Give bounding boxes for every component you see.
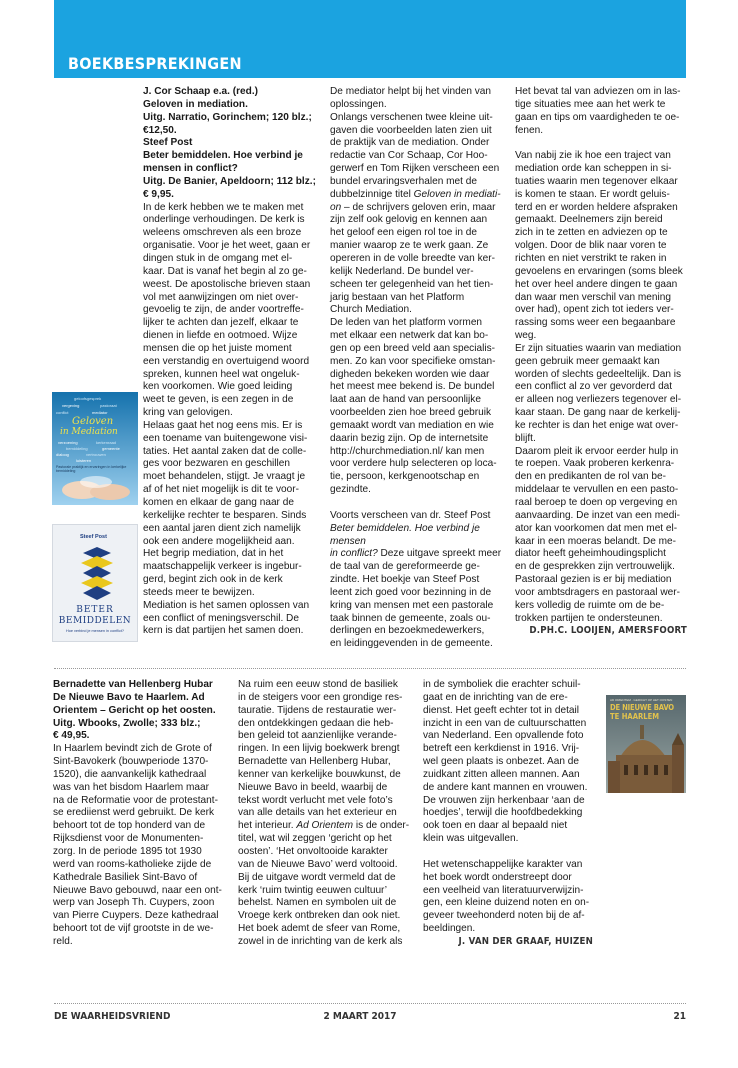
text-line: ben geleid tot aanzienlijke verande- [238, 730, 397, 742]
text-line: worden of slechts gedeeltelijk. Dan is [515, 368, 682, 380]
text-line [330, 202, 506, 215]
text-line: gevoelig te zijn, de ander voortreffe- [143, 304, 304, 316]
text-line: inzicht in een van de cultuurschatten [423, 717, 587, 729]
cover-title: DE NIEUWE BAVO [610, 703, 674, 712]
cover-word: kerkenraad [96, 440, 117, 445]
text-line: trokken partijen te ondersteunen. [515, 612, 663, 624]
text-line: De leden van het platform vormen [330, 317, 483, 329]
text-line: daarin bezig zijn. Op de internetsite [330, 432, 489, 444]
text-line: gerwerf en Tom Rijken verscheen een [330, 163, 500, 175]
text-line: voor verdere hulp selecteren op loca- [330, 458, 497, 470]
cover-word: vergeving [62, 403, 80, 408]
text-line: gerd, begint zich ook in de kerk [143, 574, 283, 586]
text-line: Sint-Bavokerk (bouwperiode 1370- [53, 756, 209, 768]
cover-word: dialoog [56, 452, 69, 457]
text-line: zuidkant zitten alleen mannen. Aan [423, 768, 580, 780]
section-title: BOEKBESPREKINGEN [68, 54, 242, 73]
text-line [238, 820, 420, 833]
text-line: het boek wordt onderstreept door [423, 871, 572, 883]
text-span: het interieur. [238, 820, 294, 832]
text-line: Onlangs verschenen twee kleine uit- [330, 111, 493, 123]
text-line: weg. [515, 330, 537, 342]
text-line: Helaas gaat het nog eens mis. Er is [143, 419, 303, 431]
text-line: spreken, kunnen heel wat ongeluk- [143, 368, 300, 380]
text-line: geen gebruik meer gemaakt kan [515, 355, 660, 367]
text-span: is de onder- [353, 820, 410, 832]
cover-word: geloofsgesprek [74, 396, 102, 401]
text-line: ator kan voorkomen dat men met el- [515, 522, 678, 534]
text-line: Voorts verscheen van dr. Steef Post [330, 509, 491, 521]
text-line: redactie van Cor Schaap, Cor Hoo- [330, 150, 488, 162]
text-line: scheen ter gelegenheid van het tien- [330, 278, 494, 290]
text-line: het over heel andere dingen te gaan [515, 278, 678, 290]
book-meta-line: € 49,95. [53, 730, 90, 742]
book-meta-line: Bernadette van Hellenberg Hubar [53, 679, 213, 690]
cover-word: bemiddeling [66, 446, 88, 451]
cover-word: luisteren [76, 458, 92, 463]
text-line: gemaakt. Deelnemers zijn bereid [515, 214, 663, 226]
text-line: zich in te zetten en adviezen op te [515, 227, 668, 239]
text-line: Vroege kerk ontbreken dan ook niet. [238, 910, 401, 922]
text-line: oosten’. ‘Het onvoltooide karakter [238, 845, 388, 857]
text-line: zindte. Het boekje van Steef Post [330, 574, 480, 586]
book-meta-line: Uitg. Narratio, Gorinchem; 120 blz.; [143, 111, 312, 123]
text-line: van alle details van het exterieur en [238, 807, 397, 819]
text-line: reld. [53, 935, 73, 947]
cover-title: BEMIDDELEN [58, 616, 132, 626]
cover-subtitle: Hoe verbind je mensen in conflict? [65, 629, 125, 633]
book-meta-line: Uitg. Wbooks, Zwolle; 333 blz.; [53, 717, 201, 729]
book-title-italic: on [330, 201, 342, 213]
text-line: een conflict of meningsverschil. De [143, 612, 299, 624]
book-title-italic: in conflict? [330, 548, 378, 560]
section-banner [54, 0, 686, 78]
text-line: dan waar men verschil van mening [515, 291, 671, 303]
section-divider [54, 668, 686, 669]
text-line: werd van rooms-katholieke zijde de [53, 858, 212, 870]
text-line: kerkelijke rechter te besparen. Sinds [143, 509, 307, 521]
book-meta-line: J. Cor Schaap e.a. (red.) [143, 86, 258, 97]
text-line: en de gesprekken zijn vertrouwelijk. [515, 561, 675, 573]
text-line: titel, wat wil zeggen ‘gericht op het [238, 833, 392, 845]
text-line: se erediienst werd gebruikt. De kerk [53, 807, 215, 819]
book-cover-beter-bemiddelen [52, 524, 138, 642]
text-line: zijn zelf ook gelovig en kennen aan [330, 214, 488, 226]
text-line: zowel in de inrichting van de kerk als [238, 935, 403, 947]
book-cover-de-nieuwe-bavo [606, 695, 686, 793]
text-line: behelst. Namen en symbolen uit de [238, 897, 397, 909]
cover-word: pastoraat [100, 403, 117, 408]
text-line: komen en elkaar de gang naar de [143, 497, 294, 508]
book-meta-line: Uitg. De Banier, Apeldoorn; 112 blz.; [143, 175, 316, 187]
text-line: Het boek ademt de sfeer van Rome, [238, 923, 401, 935]
book-meta-line: mensen in conflict? [143, 163, 238, 175]
book-meta-line: Beter bemiddelen. Hoe verbind je [143, 150, 303, 162]
text-line: taties. Het aantal zaken dat de colle- [143, 445, 307, 457]
text-line: dingen stuk in de omgang met el- [143, 252, 293, 264]
text-line: wel geen plaats is onbezet. Aan de [423, 756, 580, 768]
text-line: hoedjes’, terwijl die hoofdbedekking [423, 807, 583, 819]
text-line: Church Mediation. [330, 304, 412, 316]
text-line: bundel ervaringsverhalen met de [330, 175, 478, 187]
text-line: Van nabij zie ik hoe een traject van [515, 150, 671, 162]
review-signature: J. VAN DER GRAAF, HUIZEN [458, 935, 593, 947]
text-line: kerk ‘ruim twintig eeuwen cultuur’ [238, 884, 388, 896]
cover-small-text: AD ORIENTEM · GERICHT OP HET OOSTEN [610, 698, 673, 702]
text-line: kaar in een moeras belandt. De me- [515, 535, 677, 547]
text-line: organisatie. Voor je het weet, gaan er [143, 240, 311, 252]
text-line: een veelheid van literatuurverwijzin- [423, 884, 584, 896]
text-line: laat aan de hand van persoonlijke [330, 394, 481, 406]
text-line: gaan en tips om vaardigheden te oe- [515, 111, 680, 123]
review2-column-2 [238, 679, 420, 949]
review1-column-1 [143, 86, 321, 638]
text-line: Er zijn situaties waarin van mediation [515, 342, 682, 354]
text-line: ringen. In een lijvig boekwerk brengt [238, 743, 400, 755]
text-line: Daarom pleit ik ervoor eerder hulp in [515, 445, 679, 457]
text-line: kelijk Nederland. De bundel ver- [330, 265, 474, 277]
text-line: weet te geven, is een zegen in de [143, 394, 294, 406]
text-line: aanvaarding. De inzet van een medi- [515, 509, 680, 521]
text-line: moet behandelen, stijgt. Je vraagt je [143, 471, 306, 483]
text-line: kern is dat partijen het samen doen. [143, 625, 304, 637]
text-line: geveer tweehonderd noten bij de af- [423, 910, 585, 922]
text-line: gaven die voorbeelden laten zien uit [330, 124, 492, 136]
book-meta-line: De Nieuwe Bavo te Haarlem. Ad [53, 691, 205, 703]
text-line: een verstandig en overtuigend woord [143, 355, 310, 367]
text-line: en leidinggevenden in de gemeente. [330, 638, 493, 650]
text-line: gaat en de inrichting van de ere- [423, 691, 568, 703]
text-line: klein was uitgevallen. [423, 833, 519, 845]
text-line: Bij de uitgave wordt vermeld dat de [238, 871, 396, 883]
text-line: weest. De apostolische brieven staan [143, 278, 311, 290]
text-line: voorbeelden zien hoe breed gebruik [330, 407, 492, 419]
text-line: er alleen nog verliezers tegenover el- [515, 394, 682, 406]
text-line: in de symboliek die erachter schuil- [423, 679, 581, 690]
text-line: lijker te achten dan jezelf, elkaar te [143, 317, 299, 329]
text-line: den ontdekkingen gedaan die heb- [238, 717, 394, 729]
text-line: middelaar te vervullen en een pasto- [515, 484, 679, 496]
text-line: van de Nieuwe Bavo’ werd voltooid. [238, 858, 398, 870]
text-line: een conflict al zo ver gevorderd dat [515, 381, 673, 393]
text-line: opereren in de volle breedte van ker- [330, 252, 495, 264]
text-line: met elkaar een netwerk dat kan bo- [330, 330, 489, 342]
text-line: manier waarop ze te werk gaan. Ze [330, 240, 489, 252]
text-line: ook toen en daar al bepaald niet [423, 820, 568, 832]
text-line: derlingen en bezoekmedewerkers, [330, 625, 485, 637]
text-line: Kathedrale Basiliek Sint-Bavo of [53, 871, 198, 883]
review2-column-1 [53, 679, 235, 949]
cover-title: TE HAARLEM [610, 712, 660, 721]
text-line: is komen te staan. Er wordt geluis- [515, 188, 670, 200]
text-line: steeds meer te bewijzen. [143, 586, 255, 598]
text-line: kaar staan. De gang naar de kerkelij- [515, 407, 681, 419]
review2-column-3 [423, 679, 593, 949]
text-line: Het begrip mediation, dat in het [143, 548, 284, 560]
cover-author: Steef Post [80, 534, 107, 540]
text-line: gevoelens en ervaringen (soms bleek [515, 265, 683, 277]
text-line: na de Reformatie voor de protestant- [53, 794, 218, 806]
book-title-italic: Beter bemiddelen. Hoe verbind je mensen [330, 522, 480, 547]
text-line: vol met aanwijzingen om niet over- [143, 291, 299, 303]
text-line: jarig bestaan van het Platform [330, 291, 465, 303]
text-line [330, 189, 506, 202]
text-line: tekst wordt verlucht met vele foto’s [238, 794, 393, 806]
text-line: taak binnen de gemeente, zoals ou- [330, 612, 491, 624]
text-line: Na ruim een eeuw stond de basiliek [238, 679, 398, 690]
cover-word: conflict [56, 410, 69, 415]
text-line: in de steigers voor een grondige res- [238, 691, 403, 703]
text-span: Deze uitgave spreekt meer [377, 548, 502, 560]
text-line: zorg. In de periode 1895 tot 1930 [53, 845, 202, 857]
text-line: volgen. Door de blik naar voren te [515, 240, 667, 252]
text-line: digheden bekeken worden wie daar [330, 368, 490, 380]
text-line [330, 548, 506, 561]
text-line: kenner van kerkelijke bouwkunst, de [238, 768, 401, 780]
review1-column-2 [330, 86, 506, 651]
text-line: de taal van de gereformeerde ge- [330, 561, 480, 573]
text-line: werp van Joseph Th. Cuypers, zoon [53, 897, 215, 909]
cover-word: mediator [92, 410, 108, 415]
text-line: Het bevat tal van adviezen om in las- [515, 86, 681, 97]
text-line: tuaties waarin men tegenover elkaar [515, 175, 678, 187]
text-line: fenen. [515, 124, 544, 136]
text-line: ken voorkomen. Wie goed leiding [143, 381, 293, 393]
review1-column-3 [515, 86, 687, 638]
cover-title: BETER [76, 605, 114, 615]
text-line: tauratie. Tijdens de restauratie wer- [238, 704, 397, 716]
text-line: beeldingen. [423, 923, 476, 935]
text-line: te roepen. Vaak proberen kerkenra- [515, 458, 675, 470]
text-line: Nieuwe Bavo gebouwd, naar een ont- [53, 884, 222, 896]
text-line: raal beroep te doen op vergeving en [515, 497, 678, 508]
text-line: onderlinge verhoudingen. De kerk is [143, 214, 305, 226]
text-line: http://churchmediation.nl/ kan men [330, 445, 485, 457]
text-line: Het wetenschappelijke karakter van [423, 858, 583, 870]
text-line: een toename van buitengewone visi- [143, 432, 308, 444]
text-line: tie, persoon, kerkgenootschap en [330, 471, 480, 483]
cover-subtitle: Pastorale praktijk en ervaringen in kerkelijke bemiddeling [56, 465, 127, 474]
text-line: den en predikanten de rol van be- [515, 471, 666, 483]
text-line: ges voor bezwaren en geschillen [143, 458, 291, 470]
text-line: In de kerk hebben we te maken met [143, 201, 304, 213]
text-line: kring van gelovigen. [143, 407, 233, 419]
book-meta-line: Geloven in mediation. [143, 98, 248, 110]
footer-page-number: 21 [673, 1011, 686, 1022]
text-line: gen, een kleine duizend noten en on- [423, 897, 590, 909]
text-line: kaar. Dat is vanaf het begin al zo ge- [143, 265, 307, 277]
text-line: het meest mee bekend is. De bundel [330, 381, 495, 393]
text-line: blijft. [515, 432, 536, 444]
text-line: mensen die op het juiste moment [143, 342, 292, 354]
subtitle-italic: Ad Orientem [296, 820, 354, 832]
text-span: – de schrijvers geloven erin, maar [341, 201, 496, 213]
book-meta-line: €12,50. [143, 124, 177, 136]
text-line: behoort tot de top honderd van de [53, 820, 206, 832]
cover-title: Geloven [72, 416, 114, 427]
text-line: ook een andere mogelijkheid aan. [143, 535, 295, 547]
footer-date: 2 MAART 2017 [323, 1011, 397, 1022]
review-signature: D.PH.C. LOOIJEN, AMERSFOORT [529, 625, 687, 637]
text-line: dienen in liefde en ootmoed. Wijze [143, 330, 298, 342]
text-line: De vrouwen zijn herkenbaar ‘aan de [423, 794, 585, 806]
text-line: rassing soms weer een begaanbare [515, 317, 676, 329]
cover-logo-chevrons [53, 547, 138, 607]
text-line: terd en er worden heldere afspraken [515, 201, 678, 213]
text-span: dubbelzinnige titel [330, 188, 411, 200]
text-line: men. Zo kan voor specifieke omstan- [330, 355, 496, 367]
text-line: behoort tot de vijf grootste in de we- [53, 923, 214, 935]
footer-magazine-name: DE WAARHEIDSVRIEND [54, 1011, 171, 1022]
cover-title: in Mediation [60, 427, 118, 437]
text-line: gen op een breed veld aan specialis- [330, 342, 495, 354]
book-meta-line: € 9,95. [143, 188, 174, 200]
book-title-italic: Geloven in mediati- [413, 188, 501, 200]
text-line: 1520), die aanvankelijk kathedraal [53, 768, 207, 780]
text-line: kers volledig de ruimte om de be- [515, 599, 665, 611]
text-line: De mediator helpt bij het vinden van [330, 86, 492, 97]
text-line: leent zich goed voor bezinning in de [330, 586, 492, 598]
text-line: van Nederland. Een opvallende foto [423, 730, 584, 742]
text-line: Rijksdienst voor de Monumenten- [53, 833, 204, 845]
text-line: dienst. Het geeft echter tot in detail [423, 704, 579, 716]
cover-word: verzoening [58, 440, 78, 445]
cover-illustration [52, 392, 138, 505]
text-line: gezindte. [330, 484, 371, 496]
text-line: een aantal jaren dient zich namelijk [143, 522, 301, 534]
text-line: Mediation is het samen oplossen van [143, 599, 310, 611]
text-line: ke rechter is dan het enige wat over- [515, 419, 679, 431]
text-line: oplossingen. [330, 98, 387, 110]
text-line: Nieuwe Bavo in beeld, waarbij de [238, 781, 388, 793]
text-line: af of het niet mogelijk is dit te voor- [143, 484, 299, 496]
cover-word: vertrouwen [86, 452, 106, 457]
text-line: het geloof een eigen rol toe in de [330, 227, 478, 239]
text-line: van Pierre Cuypers. Deze kathedraal [53, 910, 219, 922]
text-line: richten en niet verstrikt te raken in [515, 252, 667, 264]
text-line: gemaakt wordt van mediation en wie [330, 419, 494, 431]
text-line: betreft een kerkdienst in 1916. Vrij- [423, 743, 580, 755]
text-line: Bernadette van Hellenberg Hubar, [238, 756, 391, 768]
text-line: Pastoraal gezien is er bij mediation [515, 574, 672, 586]
text-line: weleens omschreven als een broze [143, 227, 302, 239]
text-line: over had), opent zich tot ieders ver- [515, 304, 674, 316]
text-line: de praktijk van de mediation. Onder [330, 137, 490, 149]
text-line: de andere kant mannen en vrouwen. [423, 781, 588, 793]
text-line: diator heeft geheimhoudingsplicht [515, 548, 666, 560]
cover-word: gemeente [102, 446, 120, 451]
text-line: In Haarlem bevindt zich de Grote of [53, 743, 212, 755]
text-line: mediation orde kan scheppen in si- [515, 163, 672, 175]
text-line [330, 523, 506, 549]
text-line: kring van mensen met een pastorale [330, 599, 494, 611]
book-cover-geloven-in-mediation [52, 392, 138, 505]
book-meta-line: Steef Post [143, 137, 193, 149]
footer-divider [54, 1003, 686, 1004]
book-meta-line: Orientem – Gericht op het oosten. [53, 704, 216, 716]
text-line: voor ambtsdragers en pastoraal wer- [515, 586, 680, 598]
text-line: was van het bisdom Haarlem maar [53, 781, 209, 793]
text-line: maatschappelijk verkeer is ingebur- [143, 561, 302, 573]
text-line: tige situaties mee aan het werk te [515, 98, 666, 110]
